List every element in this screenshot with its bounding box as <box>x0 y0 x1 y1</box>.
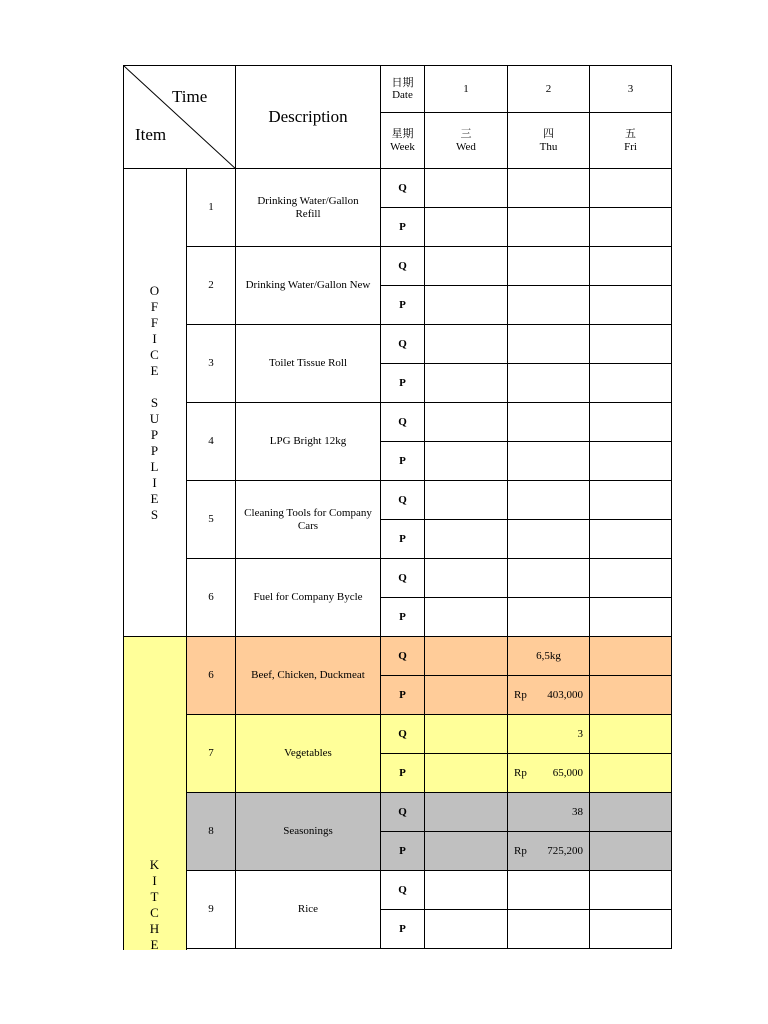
row-number: 3 <box>186 324 236 403</box>
weekday-cn: 三 <box>460 128 472 141</box>
day-2-weekday <box>507 112 590 169</box>
category-letter: P <box>150 427 160 442</box>
day-3-date: 3 <box>589 65 672 113</box>
category-letter: H <box>149 921 161 936</box>
day-1-quantity-cell <box>424 558 508 598</box>
item-label: Item <box>135 125 167 144</box>
p-label: P <box>380 519 425 559</box>
day-2-quantity-cell <box>507 558 590 598</box>
category-letter: C <box>150 905 160 920</box>
category-letter: T <box>150 889 160 904</box>
q-label: Q <box>380 168 425 208</box>
q-label: Q <box>380 480 425 520</box>
day-1-quantity-cell <box>424 246 508 286</box>
day-1-price-cell <box>424 831 508 871</box>
corner-cell <box>123 65 236 169</box>
day-2-price-cell <box>507 285 590 325</box>
day-1-price-cell <box>424 207 508 247</box>
week-cn-label: 星期 <box>391 128 414 141</box>
day-3-price-cell <box>589 207 672 247</box>
category-letter: K <box>149 857 161 872</box>
day-3-quantity-cell <box>589 714 672 754</box>
day-1-price-cell <box>424 441 508 481</box>
row-number: 7 <box>186 714 236 793</box>
day-2-quantity-cell <box>507 480 590 520</box>
description-header: Description <box>235 65 381 169</box>
q-label: Q <box>380 792 425 832</box>
category-office-supplies <box>123 168 187 637</box>
category-letter: I <box>152 331 158 346</box>
day-1-quantity-cell <box>424 714 508 754</box>
q-label: Q <box>380 558 425 598</box>
category-letter: S <box>150 395 160 410</box>
week-en-label: Week <box>390 140 415 153</box>
weekday-en: Fri <box>624 140 637 153</box>
day-3-price-cell <box>589 831 672 871</box>
row-number: 6 <box>186 636 236 715</box>
day-1-price-cell <box>424 675 508 715</box>
date-header <box>380 65 425 113</box>
row-description: Rice <box>235 870 381 949</box>
day-2-quantity-cell: 6,5kg <box>507 636 590 676</box>
day-3-quantity-cell <box>589 402 672 442</box>
day-1-price-cell <box>424 597 508 637</box>
price-amount: 403,000 <box>547 688 583 701</box>
price-amount: 725,200 <box>547 844 583 857</box>
time-label: Time <box>172 87 208 106</box>
day-3-quantity-cell <box>589 480 672 520</box>
day-1-price-cell <box>424 909 508 949</box>
category-letter: P <box>150 443 160 458</box>
day-3-price-cell <box>589 441 672 481</box>
category-letter: O <box>149 283 161 298</box>
date-en-label: Date <box>392 89 413 101</box>
currency-label: Rp <box>514 688 527 701</box>
weekday-en: Thu <box>539 140 558 153</box>
day-1-quantity-cell <box>424 870 508 910</box>
day-2-price-cell <box>507 909 590 949</box>
day-3-quantity-cell <box>589 792 672 832</box>
day-1-quantity-cell <box>424 168 508 208</box>
p-label: P <box>380 285 425 325</box>
weekday-en: Wed <box>456 140 476 153</box>
category-kitchen <box>123 636 187 950</box>
weekday-cn: 五 <box>625 128 636 141</box>
p-label: P <box>380 831 425 871</box>
q-label: Q <box>380 636 425 676</box>
row-number: 9 <box>186 870 236 949</box>
day-2-price-cell <box>507 753 590 793</box>
category-letter: I <box>152 873 158 888</box>
row-description: Beef, Chicken, Duckmeat <box>235 636 381 715</box>
row-number: 2 <box>186 246 236 325</box>
q-label: Q <box>380 324 425 364</box>
category-letter: S <box>150 507 160 522</box>
day-1-weekday <box>424 112 508 169</box>
day-3-quantity-cell <box>589 246 672 286</box>
day-2-quantity-cell <box>507 324 590 364</box>
p-label: P <box>380 441 425 481</box>
p-label: P <box>380 675 425 715</box>
row-description: Toilet Tissue Roll <box>235 324 381 403</box>
day-3-price-cell <box>589 519 672 559</box>
day-2-price-cell <box>507 831 590 871</box>
category-letter: F <box>150 299 160 314</box>
category-letter: C <box>150 347 160 362</box>
weekday-cn: 四 <box>543 128 554 141</box>
p-label: P <box>380 753 425 793</box>
row-description: Cleaning Tools for Company Cars <box>235 480 381 559</box>
day-1-quantity-cell <box>424 402 508 442</box>
price-amount: 65,000 <box>552 766 583 779</box>
category-letter: E <box>150 491 160 506</box>
currency-label: Rp <box>514 844 527 857</box>
category-letter: L <box>150 459 160 474</box>
date-cn-label: 日期 <box>391 76 414 89</box>
day-1-price-cell <box>424 753 508 793</box>
category-letter: F <box>150 315 160 330</box>
day-2-quantity-cell <box>507 246 590 286</box>
day-2-quantity-cell: 38 <box>507 792 590 832</box>
q-label: Q <box>380 246 425 286</box>
q-label: Q <box>380 714 425 754</box>
row-number: 1 <box>186 168 236 247</box>
row-number: 8 <box>186 792 236 871</box>
day-1-price-cell <box>424 285 508 325</box>
category-letter: E <box>150 363 160 378</box>
p-label: P <box>380 207 425 247</box>
day-3-quantity-cell <box>589 636 672 676</box>
row-description: Drinking Water/Gallon New <box>235 246 381 325</box>
day-3-quantity-cell <box>589 870 672 910</box>
category-letter: E <box>150 937 160 950</box>
day-1-quantity-cell <box>424 480 508 520</box>
row-number: 5 <box>186 480 236 559</box>
day-2-price-cell <box>507 207 590 247</box>
day-2-price-cell <box>507 675 590 715</box>
row-description: Vegetables <box>235 714 381 793</box>
row-description: LPG Bright 12kg <box>235 402 381 481</box>
row-description: Drinking Water/Gallon Refill <box>235 168 381 247</box>
category-letter: I <box>152 475 158 490</box>
q-label: Q <box>380 402 425 442</box>
day-2-price-cell <box>507 597 590 637</box>
day-2-quantity-cell <box>507 402 590 442</box>
row-description: Seasonings <box>235 792 381 871</box>
day-1-quantity-cell <box>424 792 508 832</box>
day-3-price-cell <box>589 597 672 637</box>
p-label: P <box>380 909 425 949</box>
day-2-quantity-cell <box>507 870 590 910</box>
day-2-date: 2 <box>507 65 590 113</box>
day-1-price-cell <box>424 363 508 403</box>
currency-label: Rp <box>514 766 527 779</box>
week-header <box>380 112 425 169</box>
p-label: P <box>380 363 425 403</box>
day-3-quantity-cell <box>589 168 672 208</box>
category-letter <box>150 379 160 395</box>
day-3-quantity-cell <box>589 558 672 598</box>
day-1-date: 1 <box>424 65 508 113</box>
diagonal-line <box>124 66 236 169</box>
q-label: Q <box>380 870 425 910</box>
day-1-quantity-cell <box>424 636 508 676</box>
day-1-quantity-cell <box>424 324 508 364</box>
day-2-price-cell <box>507 363 590 403</box>
day-3-price-cell <box>589 909 672 949</box>
day-3-price-cell <box>589 753 672 793</box>
day-3-price-cell <box>589 285 672 325</box>
p-label: P <box>380 597 425 637</box>
day-3-weekday <box>589 112 672 169</box>
category-letter: U <box>149 411 161 426</box>
row-number: 4 <box>186 402 236 481</box>
day-2-price-cell <box>507 441 590 481</box>
day-2-quantity-cell: 3 <box>507 714 590 754</box>
day-3-price-cell <box>589 675 672 715</box>
day-2-quantity-cell <box>507 168 590 208</box>
row-description: Fuel for Company Bycle <box>235 558 381 637</box>
day-2-price-cell <box>507 519 590 559</box>
day-1-price-cell <box>424 519 508 559</box>
row-number: 6 <box>186 558 236 637</box>
day-3-quantity-cell <box>589 324 672 364</box>
day-3-price-cell <box>589 363 672 403</box>
